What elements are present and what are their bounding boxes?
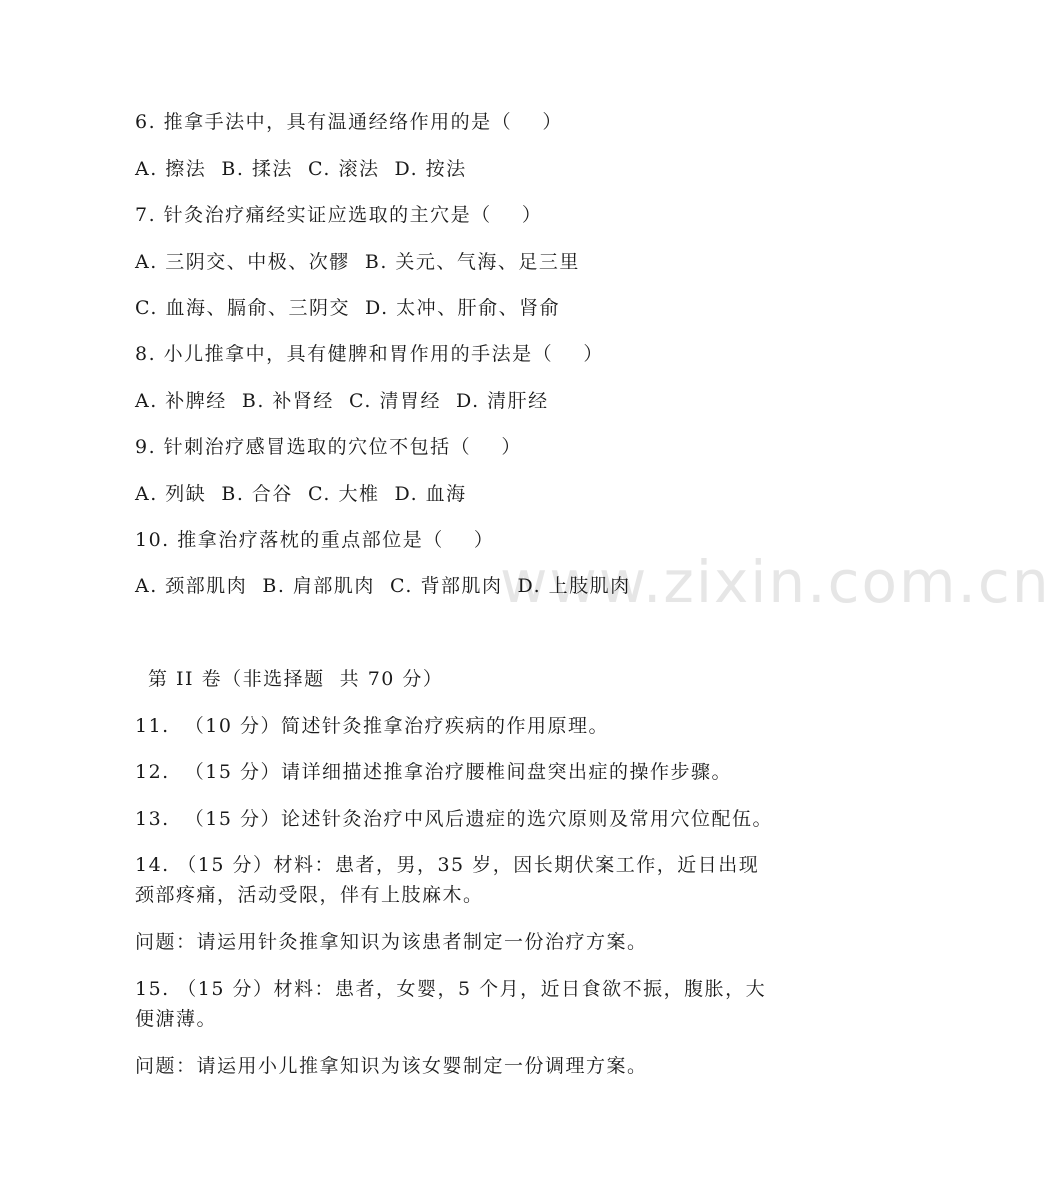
- question-7-stem: 7. 针灸治疗痛经实证应选取的主穴是（ ）: [135, 204, 543, 226]
- section-2-title: 第 II 卷（非选择题 共 70 分）: [148, 668, 444, 690]
- question-12: 12. （15 分）请详细描述推拿治疗腰椎间盘突出症的操作步骤。: [135, 761, 733, 783]
- question-8-options: A. 补脾经 B. 补肾经 C. 清胃经 D. 清肝经: [135, 390, 549, 412]
- question-14: 14. （15 分）材料：患者，男，35 岁，因长期伏案工作，近日出现颈部疼痛，活动受限，伴有上肢麻木。: [135, 854, 760, 906]
- question-6-options: A. 擦法 B. 揉法 C. 滚法 D. 按法: [135, 158, 467, 180]
- question-7-options-2: C. 血海、膈俞、三阴交 D. 太冲、肝俞、肾俞: [135, 297, 561, 319]
- question-6-stem: 6. 推拿手法中，具有温通经络作用的是（ ）: [135, 111, 563, 133]
- question-13: 13. （15 分）论述针灸治疗中风后遗症的选穴原则及常用穴位配伍。: [135, 808, 774, 830]
- question-8-stem: 8. 小儿推拿中，具有健脾和胃作用的手法是（ ）: [135, 343, 604, 365]
- question-9-stem: 9. 针刺治疗感冒选取的穴位不包括（ ）: [135, 436, 522, 458]
- question-11: 11. （10 分）简述针灸推拿治疗疾病的作用原理。: [135, 715, 610, 737]
- question-10-stem: 10. 推拿治疗落枕的重点部位是（ ）: [135, 529, 495, 551]
- question-14-question: 问题：请运用针灸推拿知识为该患者制定一份治疗方案。: [135, 931, 648, 953]
- question-15: 15. （15 分）材料：患者，女婴，5 个月，近日食欲不振，腹胀，大便溏薄。: [135, 978, 767, 1030]
- question-9-options: A. 列缺 B. 合谷 C. 大椎 D. 血海: [135, 483, 467, 505]
- question-7-options-1: A. 三阴交、中极、次髎 B. 关元、气海、足三里: [135, 251, 580, 273]
- watermark: www.zixin.com.cn: [500, 548, 1051, 616]
- question-15-question: 问题：请运用小儿推拿知识为该女婴制定一份调理方案。: [135, 1055, 648, 1077]
- question-10-options: A. 颈部肌肉 B. 肩部肌肉 C. 背部肌肉 D. 上肢肌肉: [135, 575, 631, 597]
